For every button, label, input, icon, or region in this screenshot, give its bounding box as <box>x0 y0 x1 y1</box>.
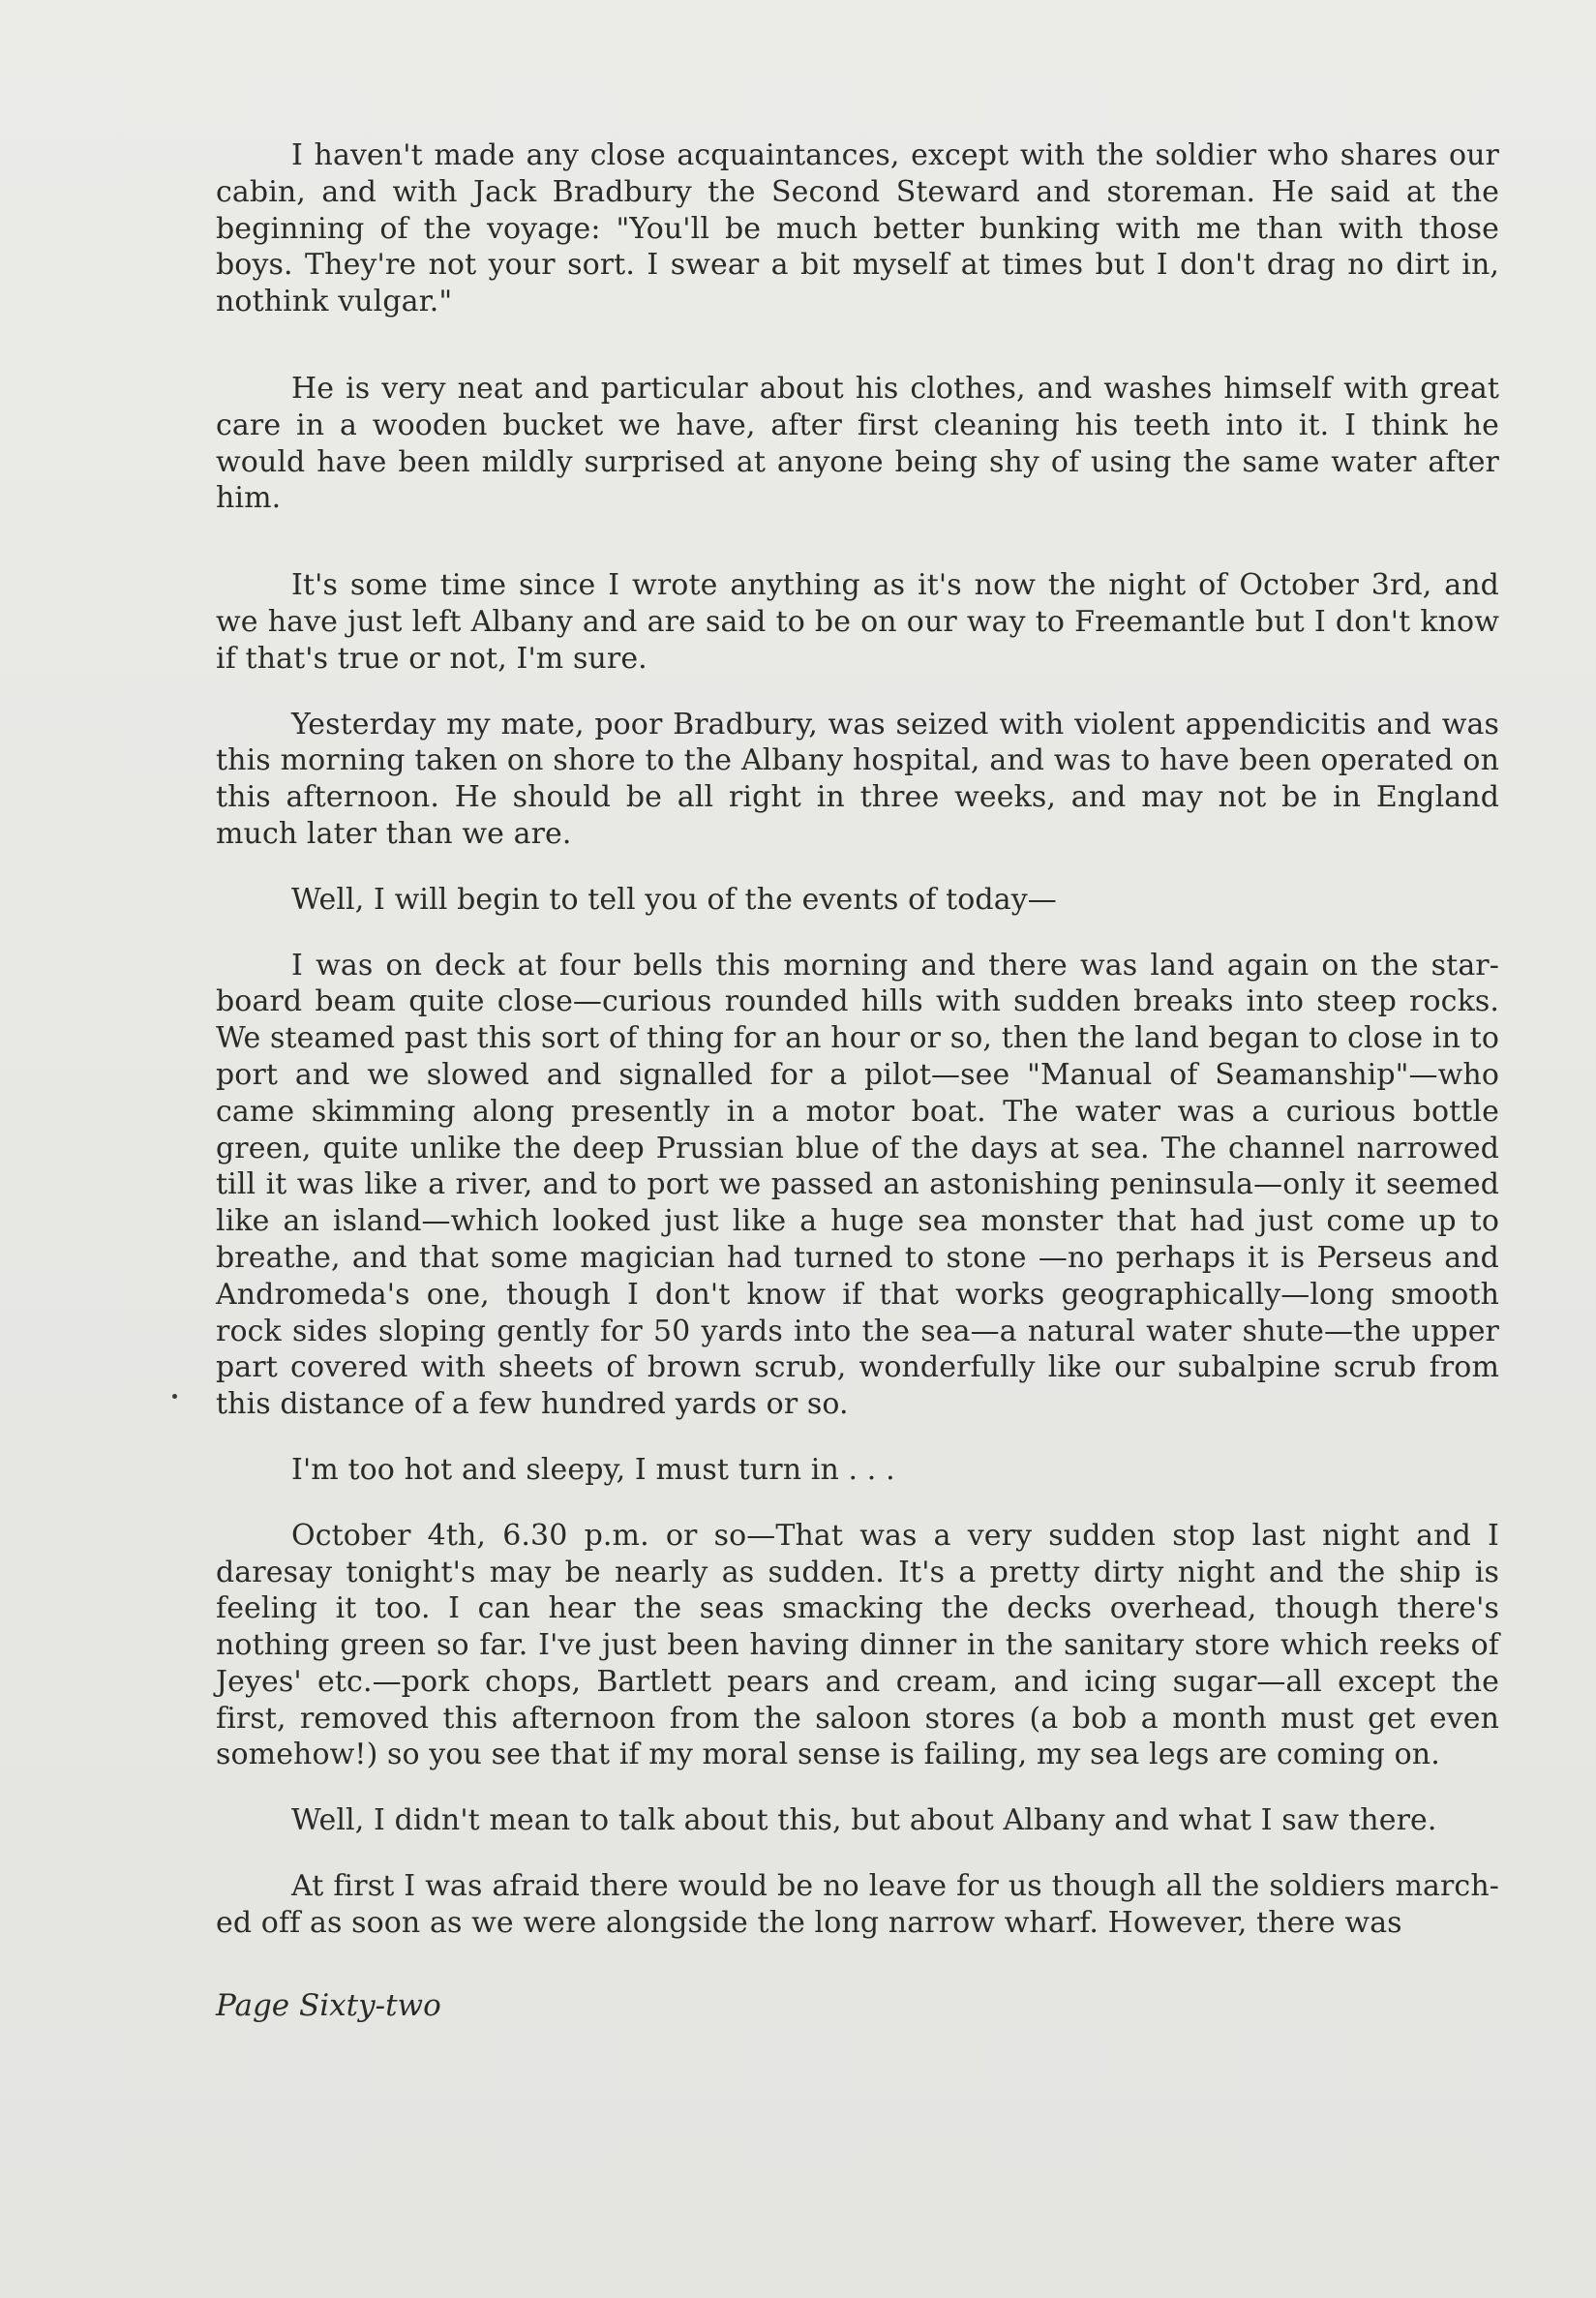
body-text <box>216 137 1499 1971</box>
paragraph-7: I'm too hot and sleepy, I must turn in . . . <box>291 1452 895 1487</box>
paragraph-6: I was on deck at four bells this morning and there was land again on the star-board beam quite close—curious rounded hills with sudden breaks into steep rocks. We steamed past this sort of thing for an hour or so, then the land began to close in to port and we slowed and signalled for a pilot—see "Manual of Seamanship"—who came skimming along presently in a motor boat. The water was a curious bottle green, quite unlike the deep Prussian blue of the days at sea. The channel narrowed till it was like a river, and to port we passed an astonishing peninsula—only it seemed like an island—which looked just like a huge sea monster that had just come up to breathe, and that some magician had turned to stone —no perhaps it is Perseus and Andromeda's one, though I don't know if that works geographically—long smooth rock sides sloping gently for 50 yards into the sea—a natural water shute—the upper part covered with sheets of brown scrub, wonderfully like our subalpine scrub from this distance of a few hundred yards or so. <box>216 948 1499 1422</box>
paragraph-4: Yesterday my mate, poor Bradbury, was seized with violent appendicitis and was this morning taken on shore to the Albany hospital, and was to have been operated on this afternoon. He should be all right in three weeks, and may not be in England much later than we are. <box>216 707 1499 851</box>
paragraph-3: It's some time since I wrote anything as it's now the night of October 3rd, and we have just left Albany and are said to be on our way to Freemantle but I don't know if that's true or not, I'm sure. <box>216 568 1499 676</box>
paragraph-2: He is very neat and particular about his clothes, and washes himself with great care in a wooden bucket we have, after first cleaning his teeth into it. I think he would have been mildly surprised at anyone being shy of using the same water after him. <box>216 371 1499 516</box>
page-number: Page Sixty-two <box>216 1988 441 2023</box>
paragraph-9: Well, I didn't mean to talk about this, but about Albany and what I saw there. <box>291 1803 1437 1838</box>
paragraph-8: October 4th, 6.30 p.m. or so—That was a very sudden stop last night and I daresay tonight's may be nearly as sudden. It's a pretty dirty night and the ship is feeling it too. I can hear the seas smacking the decks overhead, though there's nothing green so far. I've just been having dinner in the sanitary store which reeks of Jeyes' etc.—pork chops, Bartlett pears and cream, and icing sugar—all except the first, removed this afternoon from the saloon stores (a bob a month must get even somehow!) so you see that if my moral sense is failing, my sea legs are coming on. <box>216 1518 1499 1772</box>
paragraph-1: I haven't made any close acquaintances, except with the soldier who shares our cabin, and with Jack Bradbury the Second Steward and storeman. He said at the beginning of the voyage: "You'll be much better bunking with me than with those boys. They're not your sort. I swear a bit myself at times but I don't drag no dirt in, nothink vulgar." <box>216 138 1499 319</box>
margin-dot <box>172 1394 177 1399</box>
paragraph-5: Well, I will begin to tell you of the events of today— <box>291 882 1057 917</box>
paragraph-10: At first I was afraid there would be no leave for us though all the soldiers march-ed off as soon as we were alongside the long narrow wharf. However, there was <box>216 1869 1499 1940</box>
